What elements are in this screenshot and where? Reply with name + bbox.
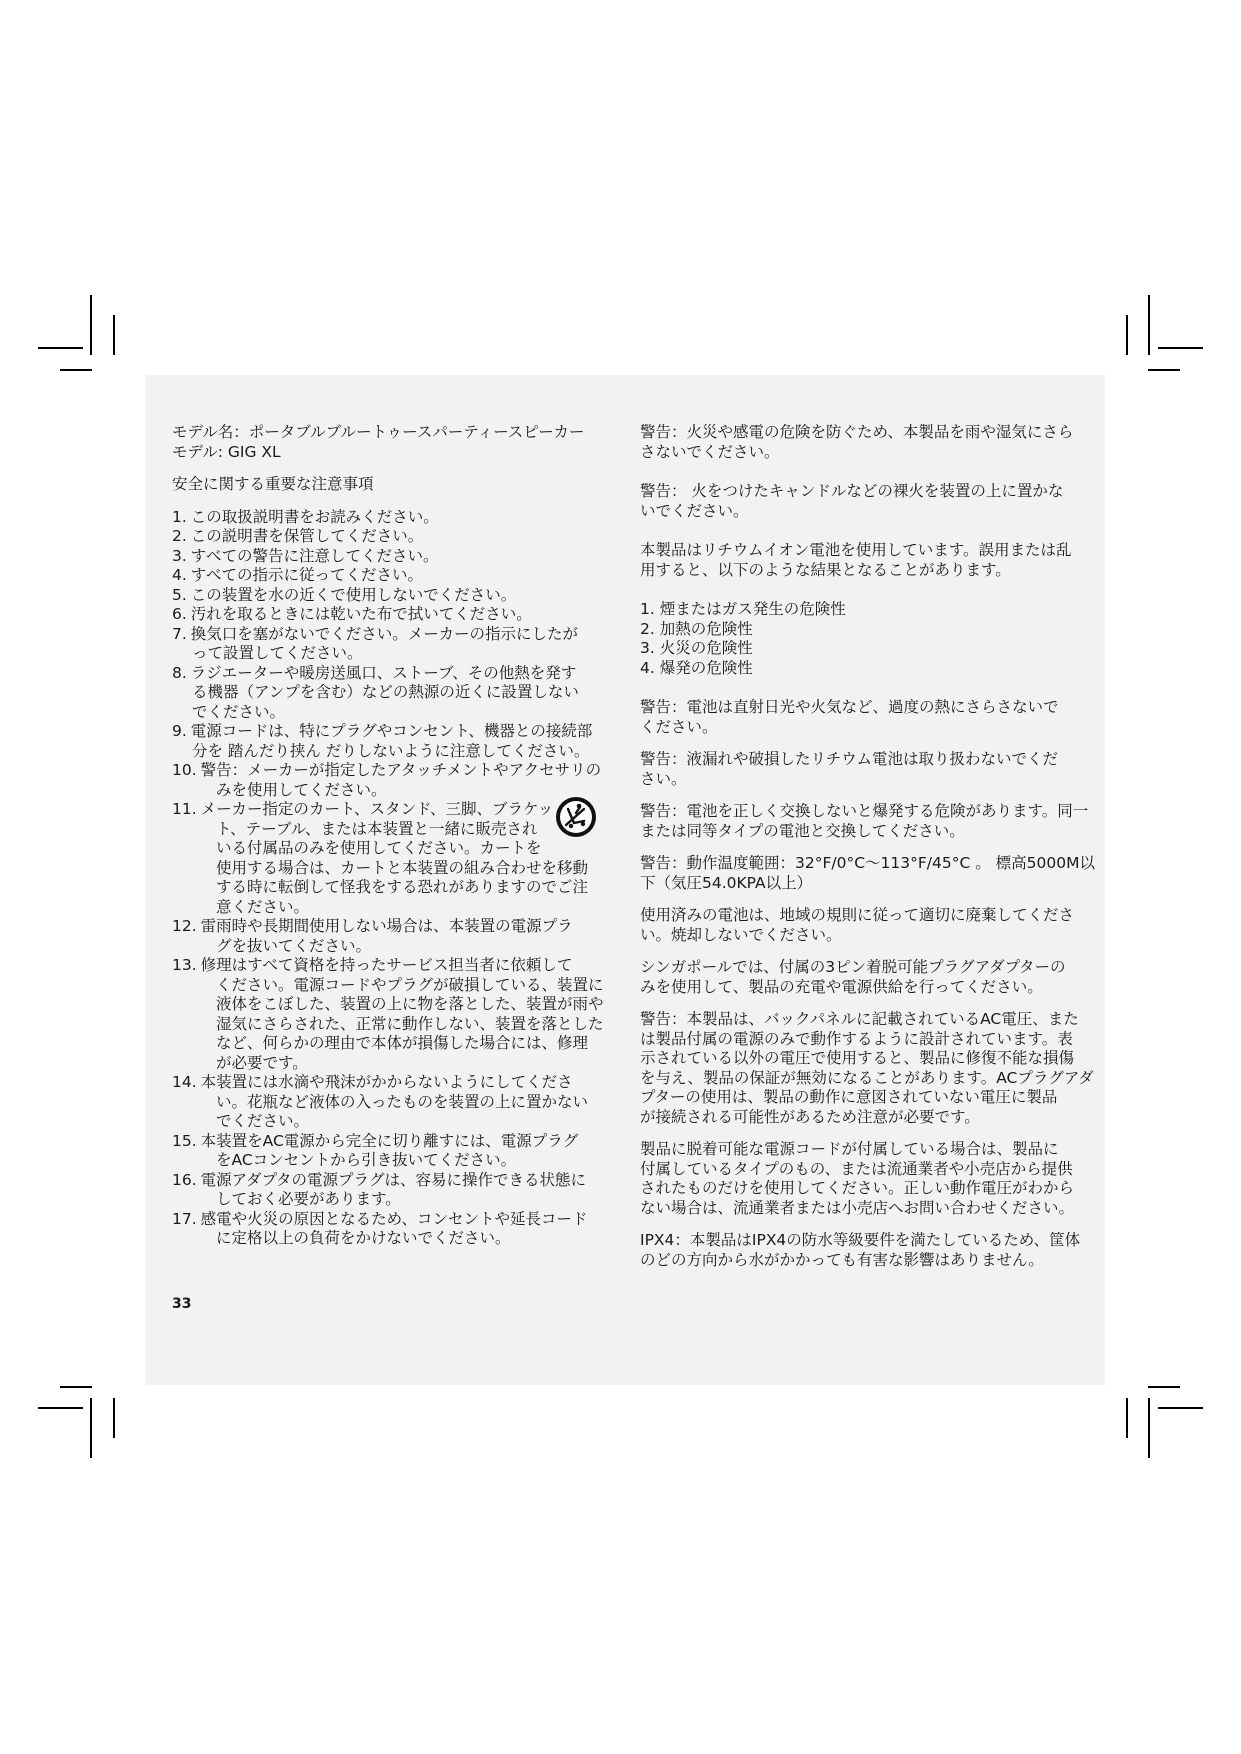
crop-mark [38,347,83,349]
safety-item-text: ください。電源コードやプラグが破損している、装置に [216,975,604,994]
safety-item-text: 電源コードは、特にプラグやコンセント、機器との接続部 [190,722,593,740]
page-number: 33 [172,1296,192,1312]
safety-item [172,527,622,547]
safety-item-text: みを使用してください。 [216,780,387,799]
safety-item-text: ト、テーブル、または本装置と一緒に販売され [216,819,538,838]
risk-item: 2. 加熱の危険性 [640,619,753,638]
safety-item-text: メーカー指定のカート、スタンド、三脚、ブラケッ [200,800,554,818]
crop-mark [113,1398,115,1438]
safety-item-number: 3. [172,546,187,565]
crop-mark [1126,1398,1128,1438]
safety-item-number: 17. [172,1209,197,1228]
safety-item-text: る機器（アンプを含む）などの熱源の近くに設置しない [192,683,579,701]
crop-mark [60,369,92,371]
crop-mark [1148,369,1180,371]
safety-item-text: この説明書を保管してください。 [190,527,424,545]
safety-item [172,605,622,625]
safety-item [172,664,622,723]
safety-item [172,1132,622,1171]
safety-item-text: に定格以上の負荷をかけないでください。 [216,1229,511,1247]
safety-item-text: 湿気にさらされた、正常に動作しない、装置を落とした [216,1014,604,1033]
safety-item-text: いる付属品のみを使用してください。カートを [216,839,542,857]
safety-item [172,917,622,956]
safety-item-number: 13. [172,956,197,974]
safety-item-text: 換気口を塞がないでください。メーカーの指示にしたが [190,624,578,643]
risk-item: 3. 火災の危険性 [640,639,753,657]
safety-item-number: 1. [172,507,187,526]
crop-mark [90,1398,92,1458]
safety-item [172,1171,622,1210]
safety-item-number: 11. [172,800,197,818]
safety-item-text: って設置してください。 [192,644,363,662]
safety-item-text: でください。 [192,702,286,721]
warning-rain-moisture: 警告：火災や感電の危険を防ぐため、本製品を雨や湿気にさら さないでください。 [640,423,1074,461]
ipx4-notice: IPX4：本製品はIPX4の防水等級要件を満たしているため、筐体 のどの方向から水がかかっても有害な影響はありません。 [640,1231,1081,1269]
lithium-battery-notice: 本製品はリチウムイオン電池を使用しています。誤用または乱 用すると、以下のような結果となることがあります。 [640,541,1072,579]
crop-mark [113,315,115,355]
safety-item-text: をACコンセントから引き抜いてください。 [216,1151,517,1169]
crop-mark [1158,347,1203,349]
safety-item-number: 16. [172,1170,197,1189]
safety-item-text: すべての指示に従ってください。 [190,566,423,584]
safety-item-text: 感電や火災の原因となるため、コンセントや延長コード [200,1209,588,1228]
safety-item [172,625,622,664]
safety-item-text: 液体をこぼした、装置の上に物を落とした、装置が雨や [216,995,604,1013]
safety-item [172,566,622,586]
safety-item-number: 6. [172,605,187,623]
safety-item-number: 8. [172,663,187,682]
warning-ac-voltage: 警告：本製品は、バックパネルに記載されているAC電圧、また は製品付属の電源のみで動作するように設計されています。表 示されている以外の電圧で使用すると、製品に修復不能な損傷 を与え、製品の保証が無効になることがあります。ACプラグアダ プターの使用は、製品の動作に意図されていない電圧に製品 が接続される可能性があるため注意が必要です。 [640,1010,1094,1126]
singapore-plug-notice: シンガポールでは、付属の3ピン着脱可能プラグアダプターの みを使用して、製品の充電や電源供給を行ってください。 [640,958,1066,996]
safety-item-text: しておく必要があります。 [216,1190,401,1208]
right-column [640,423,1110,1270]
safety-item [172,1073,622,1132]
safety-instructions-list [172,508,622,1249]
safety-item [172,1210,622,1249]
power-cord-notice: 製品に脱着可能な電源コードが付属している場合は、製品に 付属しているタイプのもの、または流通業者や小売店から提供 されたものだけを使用してください。正しい動作電圧がわから ない場合は、流通業者または小売店へお問い合わせください。 [640,1140,1075,1217]
safety-item-text: この装置を水の近くで使用しないでください。 [190,585,517,604]
safety-item-text: 分を 踏んだり挟ん だりしないように注意してください。 [192,741,590,760]
crop-mark [1158,1407,1203,1409]
battery-risk-list [640,600,1110,678]
warning-open-flame: 警告： 火をつけたキャンドルなどの裸火を装置の上に置かな いでください。 [640,482,1064,520]
safety-item [172,547,622,567]
safety-item-number: 14. [172,1073,197,1091]
risk-item: 1. 煙またはガス発生の危険性 [640,600,846,618]
safety-item-text: でください。 [216,1112,310,1130]
safety-item-number: 12. [172,917,197,935]
safety-item-number: 2. [172,527,187,545]
safety-item-text: 修理はすべて資格を持ったサービス担当者に依頼して [200,956,573,974]
crop-mark [60,1386,92,1388]
safety-item-number: 5. [172,585,187,604]
safety-item-text: 本装置には水滴や飛沫がかからないようにしてくださ [200,1073,573,1091]
safety-item-text: 本装置をAC電源から完全に切り離すには、電源プラグ [200,1131,579,1150]
battery-disposal-notice: 使用済みの電池は、地域の規則に従って適切に廃棄してくださ い。焼却しないでください。 [640,906,1075,944]
cart-tip-warning-icon [554,795,598,839]
safety-item-text: 意ください。 [216,897,310,916]
crop-mark [38,1407,83,1409]
model-name: モデル名：ポータブルブルートゥースパーティースピーカー [172,423,585,441]
safety-item-text: など、何らかの理由で本体が損傷した場合には、修理 [216,1034,589,1052]
safety-item [172,508,622,528]
crop-mark [1148,1386,1180,1388]
safety-item-text: い。花瓶など液体の入ったものを装置の上に置かない [216,1092,589,1111]
safety-item-text: が必要です。 [216,1053,308,1072]
safety-item-text: 雷雨時や長期間使用しない場合は、本装置の電源プラ [200,917,573,935]
safety-item [172,722,622,761]
safety-item-text: する時に転倒して怪我をする恐れがありますのでご注 [216,878,589,896]
safety-item-text: 使用する場合は、カートと本装置の組み合わせを移動 [216,858,589,877]
warning-battery-heat: 警告：電池は直射日光や火気など、過度の熱にさらさないで ください。 [640,698,1059,736]
crop-mark [1148,295,1150,355]
safety-item [172,956,622,1073]
safety-item-number: 9. [172,722,187,740]
safety-item-text: グを抜いてください。 [216,936,372,955]
safety-item-text: 汚れを取るときには乾いた布で拭いてください。 [190,605,532,623]
warning-battery-replacement: 警告：電池を正しく交換しないと爆発する危険があります。同一 または同等タイプの電池と交換してください。 [640,802,1089,840]
crop-mark [90,295,92,355]
safety-title: 安全に関する重要な注意事項 [172,475,374,493]
safety-item-text: ラジエーターや暖房送風口、ストーブ、その他熱を発す [190,663,577,682]
warning-operating-temperature: 警告：動作温度範囲：32°F/0°C～113°F/45°C 。 標高5000M以 下（気圧54.0KPA以上） [640,854,1095,892]
safety-item-number: 4. [172,566,187,584]
safety-item-number: 7. [172,624,187,643]
safety-item-text: 警告：メーカーが指定したアタッチメントやアクセサリの [200,761,602,779]
safety-item-text: 電源アダプタの電源プラグは、容易に操作できる状態に [200,1170,586,1189]
warning-damaged-battery: 警告：液漏れや破損したリチウム電池は取り扱わないでくだ さい。 [640,750,1059,788]
safety-item-number: 10. [172,761,197,779]
model: モデル: GIG XL [172,442,281,461]
crop-mark [1126,315,1128,355]
safety-item-number: 15. [172,1131,197,1150]
safety-item-text: この取扱説明書をお読みください。 [190,507,439,526]
risk-item: 4. 爆発の危険性 [640,658,753,677]
safety-item-text: すべての警告に注意してください。 [190,546,439,565]
safety-item [172,586,622,606]
crop-mark [1148,1398,1150,1458]
